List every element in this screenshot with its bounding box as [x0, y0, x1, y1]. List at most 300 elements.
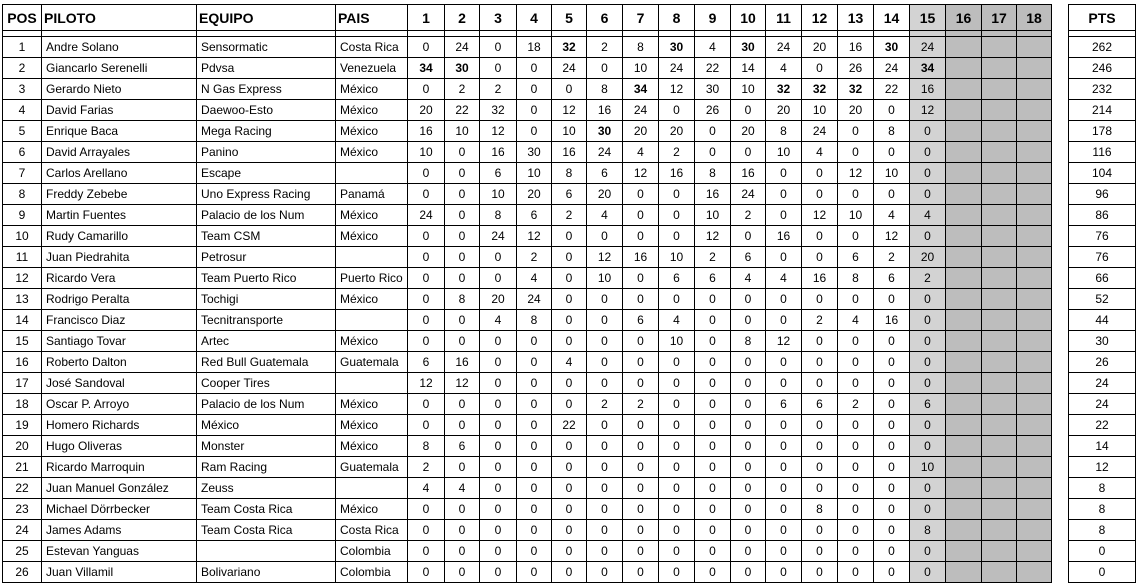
score-cell[interactable]: 8: [445, 289, 480, 310]
score-cell[interactable]: 8: [480, 205, 517, 226]
country-cell[interactable]: México: [336, 415, 408, 436]
score-cell[interactable]: 0: [445, 394, 480, 415]
points-row[interactable]: [1069, 352, 1136, 373]
country-cell[interactable]: Guatemala: [336, 352, 408, 373]
country-cell[interactable]: [336, 310, 408, 331]
score-cell[interactable]: 0: [731, 226, 766, 247]
score-cell[interactable]: 0: [874, 499, 910, 520]
score-cell[interactable]: 16: [838, 37, 874, 58]
score-cell[interactable]: 8: [623, 37, 659, 58]
score-cell[interactable]: 2: [445, 79, 480, 100]
team-cell[interactable]: [197, 541, 336, 562]
score-cell[interactable]: 10: [587, 268, 623, 289]
score-cell[interactable]: 24: [731, 184, 766, 205]
driver-cell[interactable]: Santiago Tovar: [42, 331, 197, 352]
score-cell[interactable]: 0: [408, 499, 445, 520]
header-race-5[interactable]: 5: [552, 5, 587, 31]
score-cell[interactable]: 16: [695, 184, 731, 205]
pos-cell[interactable]: 18: [3, 394, 42, 415]
score-cell[interactable]: 30: [587, 121, 623, 142]
score-cell[interactable]: 0: [517, 58, 552, 79]
score-cell[interactable]: [982, 520, 1017, 541]
country-cell[interactable]: Panamá: [336, 184, 408, 205]
score-cell[interactable]: [1017, 541, 1052, 562]
table-row[interactable]: [3, 436, 1052, 457]
score-cell[interactable]: [1017, 373, 1052, 394]
points-cell[interactable]: 14: [1069, 436, 1136, 457]
score-cell[interactable]: 0: [659, 352, 695, 373]
score-cell[interactable]: [982, 268, 1017, 289]
score-cell[interactable]: 2: [552, 205, 587, 226]
score-cell[interactable]: 0: [910, 373, 946, 394]
score-cell[interactable]: 4: [766, 58, 802, 79]
points-row[interactable]: [1069, 100, 1136, 121]
points-row[interactable]: [1069, 268, 1136, 289]
driver-cell[interactable]: Francisco Diaz: [42, 310, 197, 331]
score-cell[interactable]: 20: [623, 121, 659, 142]
score-cell[interactable]: 0: [552, 79, 587, 100]
score-cell[interactable]: [946, 184, 982, 205]
team-cell[interactable]: Escape: [197, 163, 336, 184]
score-cell[interactable]: 20: [731, 121, 766, 142]
score-cell[interactable]: 0: [623, 520, 659, 541]
score-cell[interactable]: 24: [910, 37, 946, 58]
score-cell[interactable]: 0: [766, 436, 802, 457]
team-cell[interactable]: Artec: [197, 331, 336, 352]
score-cell[interactable]: 0: [802, 226, 838, 247]
score-cell[interactable]: [982, 289, 1017, 310]
score-cell[interactable]: 0: [408, 394, 445, 415]
score-cell[interactable]: 0: [480, 37, 517, 58]
score-cell[interactable]: 4: [731, 268, 766, 289]
score-cell[interactable]: 16: [587, 100, 623, 121]
score-cell[interactable]: 0: [838, 331, 874, 352]
team-cell[interactable]: Palacio de los Num: [197, 205, 336, 226]
score-cell[interactable]: 0: [874, 331, 910, 352]
score-cell[interactable]: 16: [659, 163, 695, 184]
score-cell[interactable]: 10: [445, 121, 480, 142]
score-cell[interactable]: 0: [695, 478, 731, 499]
score-cell[interactable]: 0: [766, 499, 802, 520]
score-cell[interactable]: 24: [517, 289, 552, 310]
score-cell[interactable]: [982, 541, 1017, 562]
score-cell[interactable]: 0: [552, 289, 587, 310]
score-cell[interactable]: 0: [695, 352, 731, 373]
header-race-14[interactable]: 14: [874, 5, 910, 31]
score-cell[interactable]: 0: [587, 352, 623, 373]
score-cell[interactable]: 0: [517, 100, 552, 121]
score-cell[interactable]: 30: [445, 58, 480, 79]
score-cell[interactable]: 12: [838, 163, 874, 184]
score-cell[interactable]: 22: [695, 58, 731, 79]
score-cell[interactable]: 0: [910, 226, 946, 247]
score-cell[interactable]: 2: [587, 394, 623, 415]
score-cell[interactable]: 0: [623, 184, 659, 205]
points-row[interactable]: [1069, 247, 1136, 268]
score-cell[interactable]: [946, 121, 982, 142]
score-cell[interactable]: 0: [659, 562, 695, 583]
points-cell[interactable]: 178: [1069, 121, 1136, 142]
team-cell[interactable]: Daewoo-Esto: [197, 100, 336, 121]
team-cell[interactable]: Sensormatic: [197, 37, 336, 58]
score-cell[interactable]: 0: [480, 394, 517, 415]
table-row[interactable]: [3, 205, 1052, 226]
score-cell[interactable]: 0: [623, 499, 659, 520]
score-cell[interactable]: 0: [587, 331, 623, 352]
score-cell[interactable]: 0: [445, 562, 480, 583]
score-cell[interactable]: 0: [552, 226, 587, 247]
score-cell[interactable]: 0: [445, 499, 480, 520]
driver-cell[interactable]: Juan Villamil: [42, 562, 197, 583]
score-cell[interactable]: 0: [517, 457, 552, 478]
score-cell[interactable]: 0: [517, 394, 552, 415]
score-cell[interactable]: 0: [910, 331, 946, 352]
table-row[interactable]: [3, 268, 1052, 289]
score-cell[interactable]: [1017, 121, 1052, 142]
score-cell[interactable]: 0: [731, 289, 766, 310]
score-cell[interactable]: 12: [766, 331, 802, 352]
score-cell[interactable]: 12: [552, 100, 587, 121]
country-cell[interactable]: [336, 478, 408, 499]
score-cell[interactable]: 0: [408, 520, 445, 541]
score-cell[interactable]: 4: [623, 142, 659, 163]
score-cell[interactable]: [1017, 268, 1052, 289]
driver-cell[interactable]: David Farias: [42, 100, 197, 121]
table-row[interactable]: [3, 499, 1052, 520]
score-cell[interactable]: 0: [552, 394, 587, 415]
score-cell[interactable]: [946, 79, 982, 100]
driver-cell[interactable]: Giancarlo Serenelli: [42, 58, 197, 79]
score-cell[interactable]: 0: [802, 541, 838, 562]
score-cell[interactable]: 0: [517, 541, 552, 562]
score-cell[interactable]: 10: [766, 142, 802, 163]
score-cell[interactable]: [1017, 331, 1052, 352]
score-cell[interactable]: 0: [480, 247, 517, 268]
driver-cell[interactable]: Michael Dörrbecker: [42, 499, 197, 520]
team-cell[interactable]: Uno Express Racing: [197, 184, 336, 205]
country-cell[interactable]: Colombia: [336, 541, 408, 562]
points-row[interactable]: [1069, 331, 1136, 352]
score-cell[interactable]: 20: [587, 184, 623, 205]
score-cell[interactable]: 0: [623, 415, 659, 436]
score-cell[interactable]: 0: [910, 289, 946, 310]
driver-cell[interactable]: Gerardo Nieto: [42, 79, 197, 100]
score-cell[interactable]: 0: [731, 541, 766, 562]
points-row[interactable]: [1069, 226, 1136, 247]
score-cell[interactable]: 0: [802, 436, 838, 457]
score-cell[interactable]: 32: [766, 79, 802, 100]
score-cell[interactable]: 8: [910, 520, 946, 541]
score-cell[interactable]: [1017, 58, 1052, 79]
score-cell[interactable]: 0: [659, 205, 695, 226]
score-cell[interactable]: 0: [695, 562, 731, 583]
pos-cell[interactable]: 5: [3, 121, 42, 142]
score-cell[interactable]: 0: [838, 478, 874, 499]
score-cell[interactable]: 2: [659, 142, 695, 163]
score-cell[interactable]: 0: [874, 478, 910, 499]
points-row[interactable]: [1069, 478, 1136, 499]
header-race-7[interactable]: 7: [623, 5, 659, 31]
score-cell[interactable]: 0: [766, 478, 802, 499]
score-cell[interactable]: 0: [623, 436, 659, 457]
score-cell[interactable]: 0: [802, 478, 838, 499]
score-cell[interactable]: 0: [731, 100, 766, 121]
score-cell[interactable]: 20: [910, 247, 946, 268]
country-cell[interactable]: México: [336, 499, 408, 520]
score-cell[interactable]: [946, 142, 982, 163]
team-cell[interactable]: Tecnitransporte: [197, 310, 336, 331]
score-cell[interactable]: 0: [659, 520, 695, 541]
driver-cell[interactable]: Juan Manuel González: [42, 478, 197, 499]
score-cell[interactable]: 6: [659, 268, 695, 289]
score-cell[interactable]: 0: [445, 457, 480, 478]
score-cell[interactable]: 6: [802, 394, 838, 415]
score-cell[interactable]: 30: [659, 37, 695, 58]
points-cell[interactable]: 104: [1069, 163, 1136, 184]
score-cell[interactable]: 0: [445, 415, 480, 436]
driver-cell[interactable]: Oscar P. Arroyo: [42, 394, 197, 415]
score-cell[interactable]: 0: [552, 520, 587, 541]
score-cell[interactable]: 20: [408, 100, 445, 121]
score-cell[interactable]: 0: [659, 373, 695, 394]
score-cell[interactable]: 0: [408, 331, 445, 352]
country-cell[interactable]: Venezuela: [336, 58, 408, 79]
score-cell[interactable]: 0: [802, 58, 838, 79]
score-cell[interactable]: 0: [731, 562, 766, 583]
country-cell[interactable]: Puerto Rico: [336, 268, 408, 289]
score-cell[interactable]: 0: [587, 226, 623, 247]
score-cell[interactable]: 0: [731, 415, 766, 436]
score-cell[interactable]: 0: [445, 310, 480, 331]
header-race-9[interactable]: 9: [695, 5, 731, 31]
table-row[interactable]: [3, 310, 1052, 331]
score-cell[interactable]: 16: [910, 79, 946, 100]
points-cell[interactable]: 0: [1069, 541, 1136, 562]
score-cell[interactable]: 16: [874, 310, 910, 331]
score-cell[interactable]: 0: [766, 289, 802, 310]
score-cell[interactable]: 6: [587, 163, 623, 184]
score-cell[interactable]: 0: [874, 562, 910, 583]
score-cell[interactable]: [1017, 499, 1052, 520]
score-cell[interactable]: 0: [802, 184, 838, 205]
points-cell[interactable]: 8: [1069, 478, 1136, 499]
score-cell[interactable]: 0: [731, 436, 766, 457]
table-row[interactable]: [3, 457, 1052, 478]
header-race-4[interactable]: 4: [517, 5, 552, 31]
driver-cell[interactable]: David Arrayales: [42, 142, 197, 163]
pos-cell[interactable]: 2: [3, 58, 42, 79]
score-cell[interactable]: 10: [517, 163, 552, 184]
score-cell[interactable]: [1017, 457, 1052, 478]
score-cell[interactable]: 0: [731, 142, 766, 163]
score-cell[interactable]: 0: [480, 415, 517, 436]
score-cell[interactable]: [982, 121, 1017, 142]
score-cell[interactable]: 20: [517, 184, 552, 205]
score-cell[interactable]: 2: [802, 310, 838, 331]
score-cell[interactable]: [1017, 478, 1052, 499]
points-cell[interactable]: 8: [1069, 499, 1136, 520]
score-cell[interactable]: 4: [587, 205, 623, 226]
score-cell[interactable]: 0: [838, 562, 874, 583]
driver-cell[interactable]: José Sandoval: [42, 373, 197, 394]
points-cell[interactable]: 24: [1069, 373, 1136, 394]
score-cell[interactable]: [1017, 289, 1052, 310]
score-cell[interactable]: 6: [838, 247, 874, 268]
score-cell[interactable]: 10: [659, 247, 695, 268]
points-row[interactable]: [1069, 142, 1136, 163]
score-cell[interactable]: 6: [910, 394, 946, 415]
country-cell[interactable]: [336, 247, 408, 268]
score-cell[interactable]: 10: [910, 457, 946, 478]
score-cell[interactable]: [982, 58, 1017, 79]
score-cell[interactable]: 4: [517, 268, 552, 289]
score-cell[interactable]: 0: [445, 142, 480, 163]
score-cell[interactable]: [1017, 205, 1052, 226]
score-cell[interactable]: 0: [623, 226, 659, 247]
country-cell[interactable]: [336, 373, 408, 394]
score-cell[interactable]: 0: [480, 499, 517, 520]
score-cell[interactable]: 0: [695, 436, 731, 457]
score-cell[interactable]: 0: [695, 457, 731, 478]
points-cell[interactable]: 246: [1069, 58, 1136, 79]
score-cell[interactable]: 12: [623, 163, 659, 184]
table-row[interactable]: [3, 331, 1052, 352]
score-cell[interactable]: 0: [659, 394, 695, 415]
score-cell[interactable]: 6: [408, 352, 445, 373]
score-cell[interactable]: 0: [623, 373, 659, 394]
header-race-13[interactable]: 13: [838, 5, 874, 31]
score-cell[interactable]: 16: [408, 121, 445, 142]
score-cell[interactable]: 8: [874, 121, 910, 142]
score-cell[interactable]: 0: [445, 205, 480, 226]
score-cell[interactable]: 12: [874, 226, 910, 247]
score-cell[interactable]: 0: [480, 331, 517, 352]
points-row[interactable]: [1069, 457, 1136, 478]
score-cell[interactable]: 22: [445, 100, 480, 121]
score-cell[interactable]: [1017, 184, 1052, 205]
score-cell[interactable]: 8: [408, 436, 445, 457]
score-cell[interactable]: 0: [838, 457, 874, 478]
score-cell[interactable]: 0: [623, 562, 659, 583]
driver-cell[interactable]: Ricardo Marroquin: [42, 457, 197, 478]
score-cell[interactable]: 24: [587, 142, 623, 163]
header-race-18[interactable]: 18: [1017, 5, 1052, 31]
points-row[interactable]: [1069, 310, 1136, 331]
score-cell[interactable]: 0: [874, 184, 910, 205]
score-cell[interactable]: 2: [623, 394, 659, 415]
score-cell[interactable]: 0: [408, 268, 445, 289]
score-cell[interactable]: 8: [587, 79, 623, 100]
score-cell[interactable]: 0: [517, 352, 552, 373]
score-cell[interactable]: 16: [480, 142, 517, 163]
score-cell[interactable]: 0: [445, 226, 480, 247]
score-cell[interactable]: 18: [517, 37, 552, 58]
score-cell[interactable]: [946, 394, 982, 415]
driver-cell[interactable]: Andre Solano: [42, 37, 197, 58]
score-cell[interactable]: 0: [659, 415, 695, 436]
score-cell[interactable]: 0: [517, 499, 552, 520]
score-cell[interactable]: 20: [659, 121, 695, 142]
driver-cell[interactable]: Estevan Yanguas: [42, 541, 197, 562]
score-cell[interactable]: 0: [445, 541, 480, 562]
score-cell[interactable]: [1017, 562, 1052, 583]
score-cell[interactable]: 0: [587, 289, 623, 310]
score-cell[interactable]: 0: [480, 478, 517, 499]
pos-cell[interactable]: 3: [3, 79, 42, 100]
team-cell[interactable]: Zeuss: [197, 478, 336, 499]
score-cell[interactable]: 30: [874, 37, 910, 58]
score-cell[interactable]: 0: [408, 79, 445, 100]
score-cell[interactable]: [946, 436, 982, 457]
points-row[interactable]: [1069, 205, 1136, 226]
score-cell[interactable]: 0: [874, 352, 910, 373]
score-cell[interactable]: 8: [731, 331, 766, 352]
score-cell[interactable]: 8: [766, 121, 802, 142]
score-cell[interactable]: 6: [445, 436, 480, 457]
country-cell[interactable]: México: [336, 121, 408, 142]
table-row[interactable]: [3, 247, 1052, 268]
pos-cell[interactable]: 6: [3, 142, 42, 163]
score-cell[interactable]: [1017, 394, 1052, 415]
points-row[interactable]: [1069, 163, 1136, 184]
score-cell[interactable]: 0: [480, 436, 517, 457]
score-cell[interactable]: [946, 289, 982, 310]
score-cell[interactable]: 0: [587, 58, 623, 79]
score-cell[interactable]: 24: [480, 226, 517, 247]
header-driver[interactable]: PILOTO: [42, 5, 197, 31]
score-cell[interactable]: 0: [874, 457, 910, 478]
header-race-17[interactable]: 17: [982, 5, 1017, 31]
score-cell[interactable]: 0: [517, 373, 552, 394]
team-cell[interactable]: Team Costa Rica: [197, 520, 336, 541]
score-cell[interactable]: 0: [445, 268, 480, 289]
score-cell[interactable]: 0: [874, 436, 910, 457]
driver-cell[interactable]: Carlos Arellano: [42, 163, 197, 184]
score-cell[interactable]: 32: [480, 100, 517, 121]
country-cell[interactable]: México: [336, 205, 408, 226]
score-cell[interactable]: 0: [802, 247, 838, 268]
score-cell[interactable]: [982, 142, 1017, 163]
score-cell[interactable]: 0: [552, 310, 587, 331]
score-cell[interactable]: 6: [517, 205, 552, 226]
pos-cell[interactable]: 16: [3, 352, 42, 373]
score-cell[interactable]: [982, 394, 1017, 415]
team-cell[interactable]: Team Puerto Rico: [197, 268, 336, 289]
score-cell[interactable]: 10: [480, 184, 517, 205]
score-cell[interactable]: 0: [517, 478, 552, 499]
driver-cell[interactable]: Rodrigo Peralta: [42, 289, 197, 310]
team-cell[interactable]: Bolivariano: [197, 562, 336, 583]
country-cell[interactable]: Costa Rica: [336, 37, 408, 58]
score-cell[interactable]: 6: [623, 310, 659, 331]
score-cell[interactable]: 0: [874, 100, 910, 121]
points-row[interactable]: [1069, 541, 1136, 562]
score-cell[interactable]: [982, 457, 1017, 478]
score-cell[interactable]: 0: [874, 373, 910, 394]
score-cell[interactable]: 0: [480, 520, 517, 541]
score-cell[interactable]: 0: [766, 247, 802, 268]
score-cell[interactable]: 0: [838, 121, 874, 142]
table-row[interactable]: [3, 100, 1052, 121]
score-cell[interactable]: 0: [766, 352, 802, 373]
pos-cell[interactable]: 14: [3, 310, 42, 331]
score-cell[interactable]: 0: [480, 457, 517, 478]
score-cell[interactable]: 0: [552, 499, 587, 520]
table-row[interactable]: [3, 394, 1052, 415]
score-cell[interactable]: [982, 247, 1017, 268]
team-cell[interactable]: Team CSM: [197, 226, 336, 247]
pos-cell[interactable]: 21: [3, 457, 42, 478]
